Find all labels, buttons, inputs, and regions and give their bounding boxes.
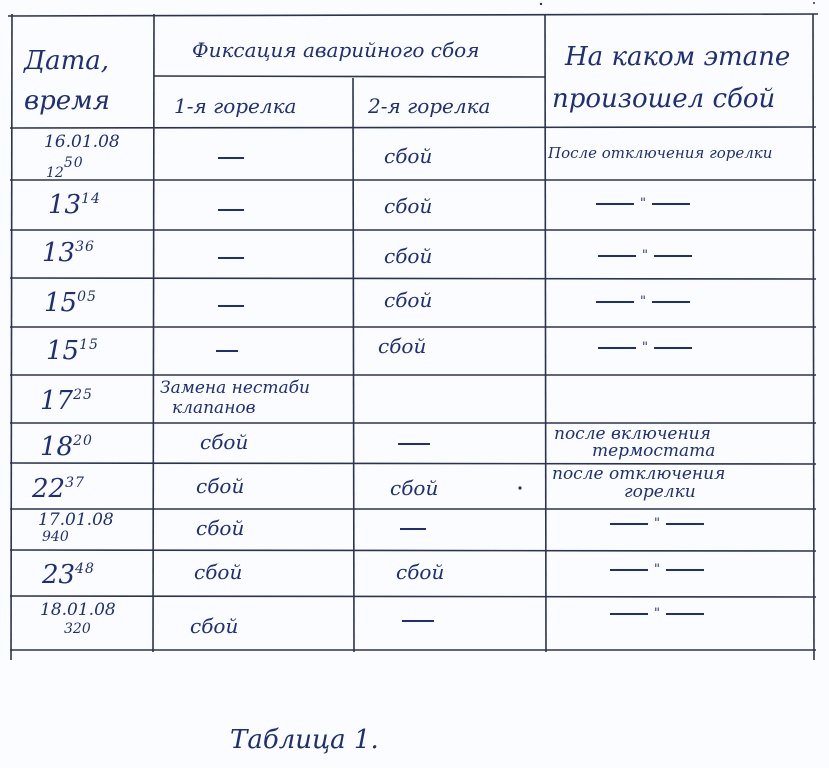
- table-caption: Таблица 1.: [230, 725, 379, 755]
- header-date-label: Дата,: [24, 46, 110, 76]
- row-7-burner-2-dash: [398, 443, 430, 445]
- row-8-stage-line-2: горелки: [624, 482, 696, 502]
- row-9-burner-2-dash: [400, 528, 426, 530]
- row-8-stage-line-1: после отключения: [552, 464, 726, 484]
- row-11-date: 18.01.08: [40, 600, 116, 620]
- row-6-burner-1-line-1: Замена нестаби: [160, 378, 310, 398]
- row-10-burner-1: сбой: [194, 560, 243, 584]
- row-5-burner-1-dash: [216, 350, 238, 352]
- row-4-time: $15^{05}$: [44, 288, 97, 318]
- row-9-burner-1: сбой: [196, 516, 245, 540]
- row-4-stage-ditto: ": [596, 294, 690, 309]
- row-7-stage-line-2: термостата: [592, 441, 716, 461]
- row-6-time: $17^{25}$: [40, 386, 93, 416]
- row-3-time: $13^{36}$: [42, 238, 95, 268]
- header-burner-1: 1-я горелка: [174, 94, 297, 118]
- row-7-time: $18^{20}$: [40, 432, 93, 462]
- row-9-date: 17.01.08: [38, 510, 114, 530]
- row-8-burner-1: сбой: [196, 474, 245, 498]
- row-7-burner-1: сбой: [200, 430, 249, 454]
- row-2-burner-1-dash: [218, 209, 244, 211]
- row-8-time: $22^{37}$: [32, 474, 85, 504]
- row-1-stage: После отключения горелки: [548, 144, 773, 162]
- row-3-burner-2: сбой: [384, 244, 433, 268]
- row-3-stage-ditto: ": [598, 248, 692, 263]
- row-11-time: 320: [64, 621, 91, 637]
- header-burner-2: 2-я горелка: [368, 94, 491, 118]
- row-11-burner-1: сбой: [190, 614, 239, 638]
- row-1-time: 1250: [46, 155, 84, 181]
- row-7-stage-line-1: после включения: [554, 424, 711, 444]
- row-3-burner-1-dash: [218, 257, 244, 259]
- row-2-stage-ditto: ": [596, 196, 690, 211]
- header-group-title: Фиксация аварийного сбоя: [192, 38, 480, 62]
- row-9-time: 940: [42, 529, 69, 545]
- row-8-burner-2: сбой: [390, 476, 439, 500]
- row-10-time: $23^{48}$: [42, 560, 95, 590]
- row-9-stage-ditto: ": [610, 516, 704, 531]
- row-1-date: 16.01.08: [44, 132, 120, 152]
- row-5-time: $15^{15}$: [46, 336, 99, 366]
- row-4-burner-2: сбой: [384, 288, 433, 312]
- row-5-burner-2: сбой: [378, 334, 427, 358]
- row-1-burner-1-dash: [218, 157, 244, 159]
- row-11-stage-ditto: ": [610, 606, 704, 621]
- header-stage-line-2: произошел сбой: [552, 84, 776, 114]
- header-time-label: время: [24, 86, 110, 116]
- row-5-stage-ditto: ": [598, 340, 692, 355]
- row-2-time: $13^{14}$: [48, 190, 101, 220]
- header-stage-line-1: На каком этапе: [565, 42, 791, 72]
- row-10-burner-2: сбой: [396, 560, 445, 584]
- row-11-burner-2-dash: [402, 620, 434, 622]
- row-1-burner-2: сбой: [384, 144, 433, 168]
- row-2-burner-2: сбой: [384, 194, 433, 218]
- row-6-burner-1-line-2: клапанов: [172, 398, 256, 418]
- row-4-burner-1-dash: [218, 305, 244, 307]
- row-10-stage-ditto: ": [610, 562, 704, 577]
